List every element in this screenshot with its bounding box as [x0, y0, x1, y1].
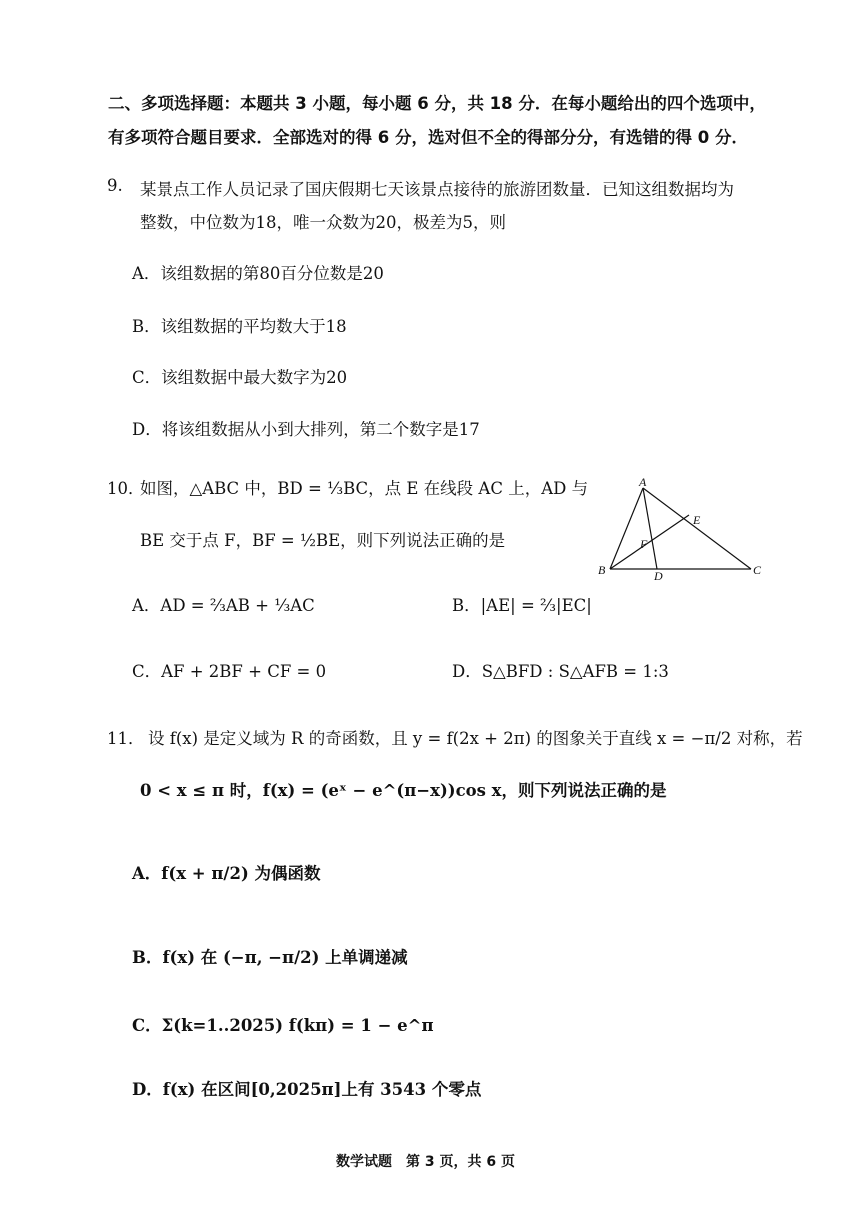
q10-stem-line1: 如图，△ABC 中，BD = ⅓BC，点 E 在线段 AC 上，AD 与 [140, 479, 589, 498]
q11-option-c: C．Σ(k=1..2025) f(kπ) = 1 − e^π [132, 1016, 434, 1035]
q9-stem-line2: 整数，中位数为18，唯一众数为20，极差为5，则 [140, 213, 506, 232]
label-c: C [753, 563, 762, 577]
q10-stem-line2: BE 交于点 F，BF = ½BE，则下列说法正确的是 [140, 531, 506, 550]
label-e: E [693, 513, 701, 527]
q11-option-b: B．f(x) 在 (−π, −π/2) 上单调递减 [132, 948, 408, 967]
segment-ab [610, 488, 643, 569]
section-heading-line2: 有多项符合题目要求．全部选对的得 6 分，选对但不全的得部分分，有选错的得 0 分． [108, 128, 748, 147]
segment-ad [643, 488, 657, 569]
q10-option-d: D．S△BFD : S△AFB = 1:3 [452, 662, 669, 681]
q9-option-c: C．该组数据中最大数字为20 [132, 368, 348, 387]
section-heading-line1: 二、多项选择题：本题共 3 小题，每小题 6 分，共 18 分．在每小题给出的四个选项中， [108, 94, 766, 113]
q9-number: 9. [107, 176, 123, 195]
label-b: B [598, 563, 606, 577]
triangle-abc-figure [595, 478, 767, 586]
label-f: F [640, 537, 648, 551]
q10-option-a: A．AD = ⅔AB + ⅓AC [132, 596, 315, 615]
q11-stem-line2: 0 < x ≤ π 时，f(x) = (eˣ − e^(π−x))cos x，则下列说法正确的是 [140, 781, 667, 800]
q9-stem-line1: 某景点工作人员记录了国庆假期七天该景点接待的旅游团数量．已知这组数据均为 [140, 180, 734, 199]
q11-option-a: A．f(x + π/2) 为偶函数 [132, 864, 321, 883]
q11-number: 11． [107, 729, 145, 748]
q9-option-d: D．将该组数据从小到大排列，第二个数字是17 [132, 420, 480, 439]
q9-option-a: A．该组数据的第80百分位数是20 [132, 264, 384, 283]
q10-option-b: B．|AE| = ⅔|EC| [452, 596, 592, 615]
q10-option-c: C．AF + 2BF + CF = 0 [132, 662, 327, 681]
page-footer: 数学试题 第 3 页，共 6 页 [336, 1154, 515, 1170]
q10-number: 10． [107, 479, 145, 498]
q11-stem-line1: 设 f(x) 是定义域为 R 的奇函数，且 y = f(2x + 2π) 的图象关于直线 x = −π/2 对称，若 [148, 729, 803, 748]
segment-ac [643, 488, 751, 569]
q11-option-d: D．f(x) 在区间[0,2025π]上有 3543 个零点 [132, 1080, 482, 1099]
label-d: D [654, 569, 663, 583]
q9-option-b: B．该组数据的平均数大于18 [132, 317, 347, 336]
label-a: A [639, 478, 647, 489]
